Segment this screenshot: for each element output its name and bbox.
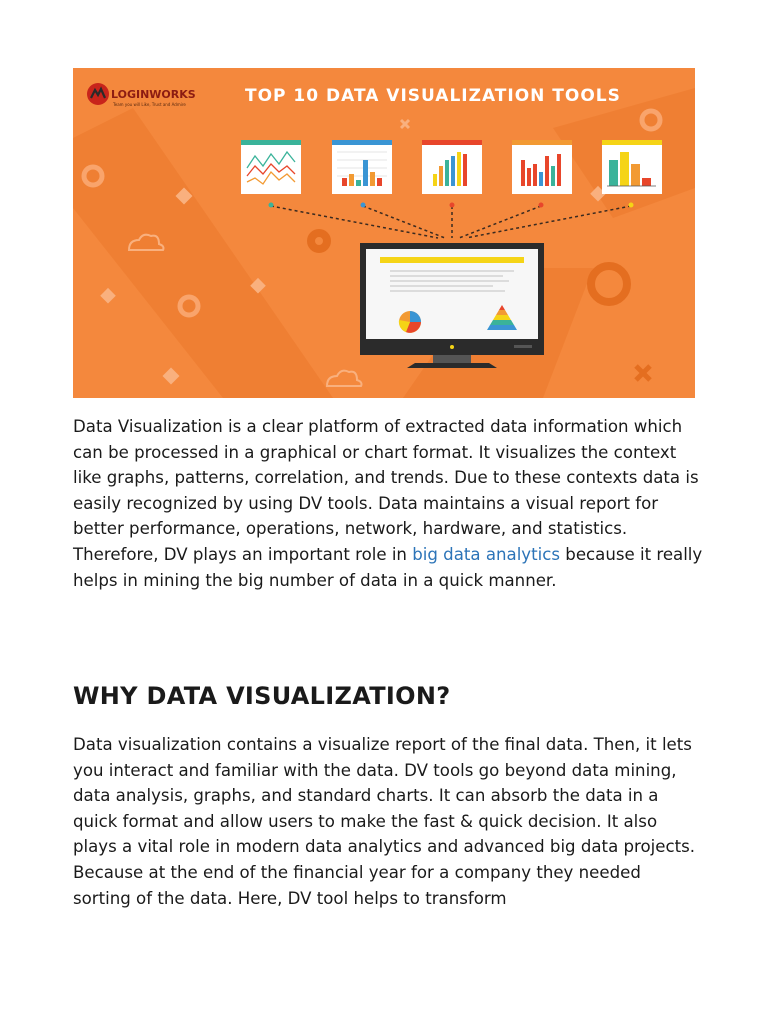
logo-tagline: Team you will Like, Trust and Admire (113, 102, 186, 107)
pie-chart-icon (399, 311, 421, 333)
banner-title: TOP 10 DATA VISUALIZATION TOOLS (245, 86, 621, 106)
chart-card-line (241, 140, 301, 194)
logo-text: LOGINWORKS (111, 88, 196, 101)
body-paragraph: Data visualization contains a visualize report of the final data. Then, it lets you interact and familiar with the data. DV tools go beyond data mining, data analysis, graphs, and standard charts. It can absorb the data in a quick format and allow users to make the fast & quick decision. It also plays a vital role in modern data analytics and advanced big data projects. Because at the end of the financial year for a company they needed sorting of the data. Here, DV tool helps to transform (73, 735, 696, 908)
intro-paragraph (73, 414, 703, 593)
intro-text-after-link: because it really helps in mining the big number of data in a quick manner. (73, 544, 703, 590)
section-heading: WHY DATA VISUALIZATION? (73, 682, 451, 710)
chart-card-bar-1 (332, 140, 392, 194)
chart-card-bar-4 (602, 140, 662, 194)
intro-text: Data Visualization is a clear platform of extracted data information which can be processed in a graphical or chart format. It visualizes the context like graphs, patterns, correlation, and trends. Due to these contexts data is easily recognized by using DV tools. Data maintains a visual report for better performance, operations, network, hardware, and statistics. Therefore, DV plays an important role in (73, 417, 699, 564)
big-data-analytics-link[interactable]: big data analytics (412, 544, 561, 564)
hero-banner-image (73, 68, 695, 398)
chart-card-bar-3 (512, 140, 572, 194)
monitor-illustration (360, 243, 544, 368)
chart-card-bar-2 (422, 140, 482, 194)
